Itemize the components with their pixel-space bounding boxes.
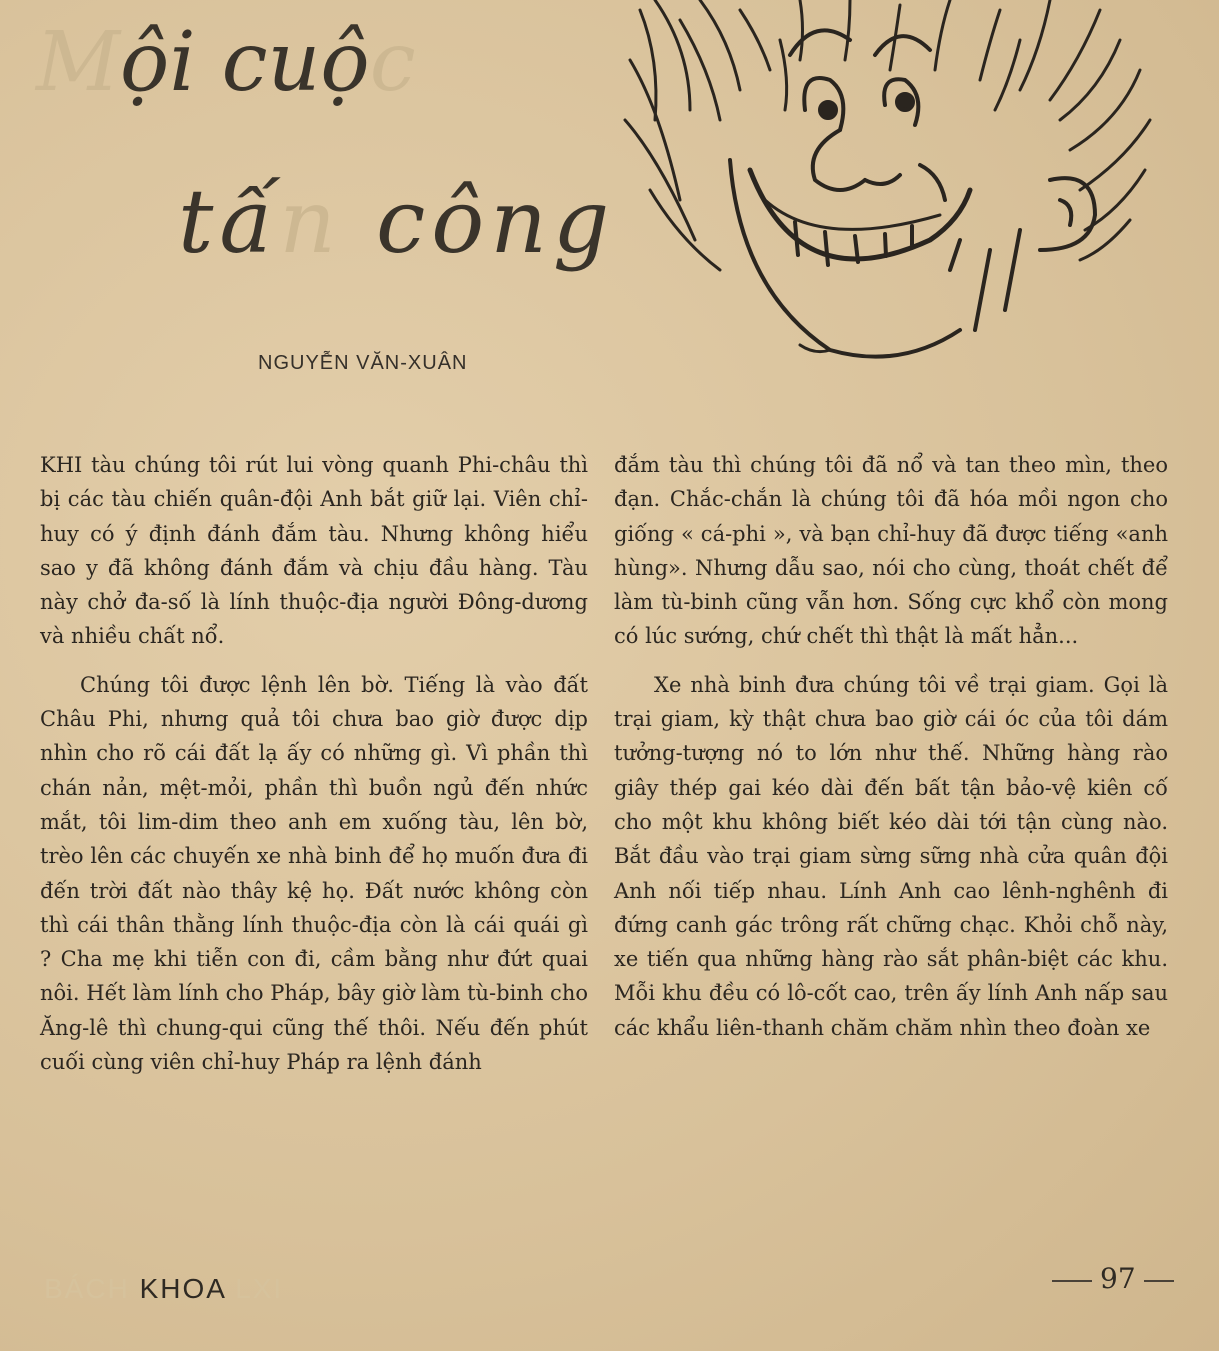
magazine-name — [44, 1273, 283, 1305]
paragraph: Chúng tôi được lệnh lên bờ. Tiếng là vào đất Châu Phi, nhưng quả tôi chưa bao giờ được dịp nhìn cho rõ cái đất lạ ấy có những gì. Vì phần thì chán nản, mệt-mỏi, phần thì buồn ngủ đến nhức mắt, tôi lim-dim theo anh em xuống tàu, lên bờ, trèo lên các chuyến xe nhà binh để họ muốn đưa đi đến trời đất nào thây kệ họ. Đất nước không còn thì cái thân thằng lính thuộc-địa còn là cái quái gì ? Cha mẹ khi tiễn con đi, cầm bằng như đứt quai nôi. Hết làm lính cho Pháp, bây giờ làm tù-binh cho Ăng-lê thì chung-qui cũng thế thôi. Nếu đến phút cuối cùng viên chỉ-huy Pháp ra lệnh đánh — [40, 672, 588, 1075]
title-visible-text: tấ — [178, 170, 280, 273]
paragraph: KHI tàu chúng tôi rút lui vòng quanh Phi-châu thì bị các tàu chiến quân-đội Anh bắt giữ lại. Viên chỉ-huy có ý định đánh đắm tàu. Nhưng không hiểu sao y đã không đánh đắm và chịu đầu hàng. Tàu này chở đa-số là lính thuộc-địa người Đông-dương và nhiều chất nổ. — [40, 453, 588, 649]
page-number — [1044, 1262, 1182, 1295]
article-title-line1 — [36, 15, 416, 110]
title-faded-letter: n — [279, 170, 342, 273]
title-faded-letter: M — [36, 15, 120, 110]
left-text-column — [40, 448, 588, 1079]
grinning-man-caricature-icon — [600, 0, 1170, 380]
paragraph: Xe nhà binh đưa chúng tôi về trại giam. Gọi là trại giam, kỳ thật chưa bao giờ cái óc của tôi dám tưởng-tượng nó to lớn như thế. Những hàng rào giây thép gai kéo dài đến bất tận bảo-vệ kiên cố cho một khu không biết kéo dài tới tận cùng nào. Bắt đầu vào trại giam sừng sững nhà cửa quân đội Anh nối tiếp nhau. Lính Anh cao lênh-nghênh đi đứng canh gác trông rất chững chạc. Khỏi chỗ này, xe tiến qua những hàng rào sắt phân-biệt các khu. Mỗi khu đều có lô-cốt cao, trên ấy lính Anh nấp sau các khẩu liên-thanh chăm chăm nhìn theo đoàn xe — [614, 672, 1168, 1040]
magazine-word: KHOA — [139, 1273, 226, 1304]
magazine-faded-word: LXI — [235, 1273, 284, 1304]
title-visible-text: công — [341, 170, 616, 273]
page-number-text: 97 — [1100, 1262, 1136, 1295]
title-faded-letter: c — [369, 15, 416, 110]
title-visible-text: ội cuộ — [119, 15, 370, 110]
article-title-line2 — [178, 170, 616, 273]
paragraph: đắm tàu thì chúng tôi đã nổ và tan theo mìn, theo đạn. Chắc-chắn là chúng tôi đã hóa mồi ngon cho giống « cá-phi », và bạn chỉ-huy đã được tiếng «anh hùng». Nhưng dẫu sao, nói cho cùng, thoát chết để làm tù-binh cũng vẫn hơn. Sống cực khổ còn mong có lúc sướng, chứ chết thì thật là mất hẳn... — [614, 453, 1168, 649]
right-text-column — [614, 448, 1168, 1045]
dash-divider — [1144, 1280, 1174, 1282]
author-byline: NGUYỄN VĂN-XUÂN — [258, 352, 468, 374]
dash-divider — [1052, 1280, 1092, 1282]
magazine-faded-word: BÁCH — [44, 1273, 130, 1304]
